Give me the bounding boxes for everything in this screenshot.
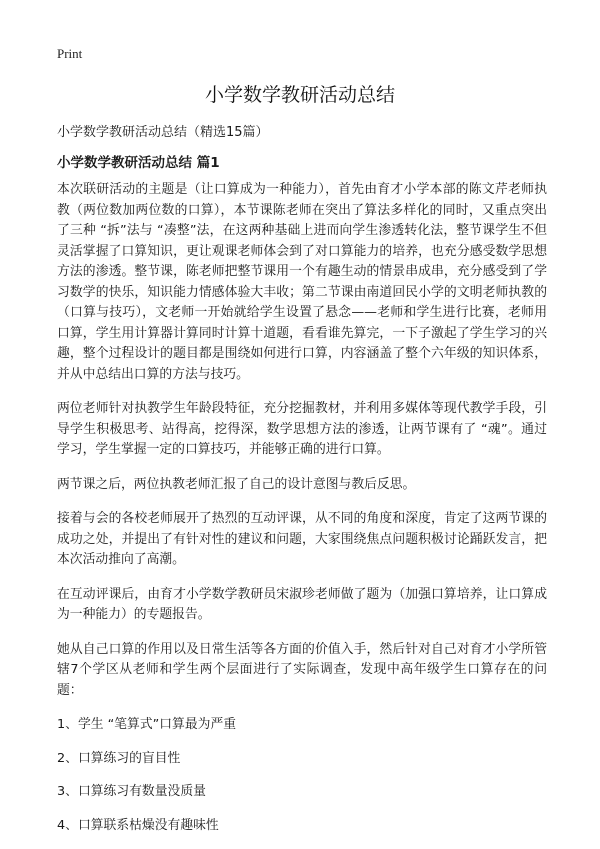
document-title: 小学数学教研活动总结 <box>204 84 395 106</box>
print-link[interactable]: Print <box>57 46 83 61</box>
paragraph: 接着与会的各校老师展开了热烈的互动评课，从不同的角度和深度，肯定了这两节课的成功之处，并提出了有针对性的建议和问题，大家围绕焦点问题积极讨论踊跃发言，把本次活动推向了高潮。 <box>57 511 547 567</box>
article-body <box>57 180 547 849</box>
list-item: 1、学生 “笔算式”口算最为严重 <box>57 717 237 732</box>
list-item: 2、口算练习的盲目性 <box>57 750 181 766</box>
section-heading: 小学数学教研活动总结 篇1 <box>57 155 220 171</box>
paragraph: 她从自己口算的作用以及日常生活等各方面的价值入手，然后针对自己对育才小学所管辖7个学区从老师和学生两个层面进行了实际调查，发现中高年级学生口算存在的问题： <box>57 641 547 698</box>
paragraph: 在互动评课后，由育才小学数学教研员宋淑珍老师做了题为（加强口算培养，让口算成为一种能力）的专题报告。 <box>57 586 547 622</box>
list-item: 4、口算联系枯燥没有趣味性 <box>57 817 219 833</box>
paragraph: 两节课之后，两位执教老师汇报了自己的设计意图与教后反思。 <box>57 476 416 492</box>
document-subtitle: 小学数学教研活动总结（精选15篇） <box>57 125 269 140</box>
paragraph: 两位老师针对执教学生年龄段特征，充分挖掘教材，并利用多媒体等现代教学手段，引导学生积极思考、站得高，挖得深，数学思想方法的渗透，让两节课有了 “魂”。通过学习，学生掌握一定的口算技巧，并能够正确的进行口算。 <box>57 401 547 457</box>
list-item: 3、口算练习有数量没质量 <box>57 784 206 799</box>
paragraph: 本次联研活动的主题是（让口算成为一种能力），首先由育才小学本部的陈文芹老师执教（两位数加两位数的口算），本节课陈老师在突出了算法多样化的同时，又重点突出了三种 “拆”法与 “凑整”法，在这两种基础上进而向学生渗透转化法，整节课学生不但灵活掌握了口算知识，更让观课老师体会到了对口算能力的培养，也充分感受数学思想方法的渗透。整节课，陈老师把整节课用一个有趣生动的情景串成串，充分感受到了学习数学的快乐，知识能力情感体验大丰收；第二节课由南道回民小学的文明老师执教的（口算与技巧），文老师一开始就给学生设置了悬念——老师和学生进行比赛，老师用口算，学生用计算器计算同时计算十道题，看看谁先算完，一下子激起了学生学习的兴趣，整个过程设计的题目都是围绕如何进行口算，内容涵盖了整个六年级的知识体系，并从中总结出口算的方法与技巧。 <box>57 182 547 382</box>
